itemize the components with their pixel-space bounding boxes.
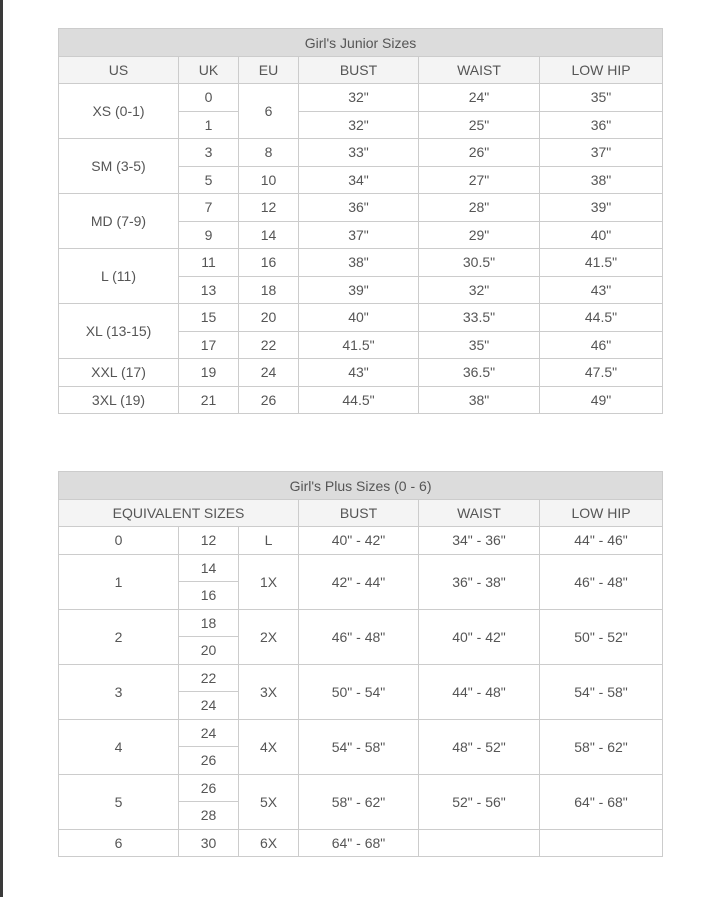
us-size-cell: MD (7-9) xyxy=(59,194,179,249)
numeric-size-cell: 26 xyxy=(179,747,239,775)
low-hip-cell: 46" - 48" xyxy=(540,554,663,609)
plus-header-row xyxy=(59,500,663,527)
eu-size-cell: 10 xyxy=(239,166,299,194)
waist-cell: 29" xyxy=(419,221,540,249)
low-hip-cell: 50" - 52" xyxy=(540,609,663,664)
uk-size-cell: 9 xyxy=(179,221,239,249)
junior-column-header: EU xyxy=(239,57,299,84)
bust-cell: 37" xyxy=(299,221,419,249)
low-hip-cell: 46" xyxy=(540,331,663,359)
bust-cell: 64" - 68" xyxy=(299,829,419,857)
waist-cell: 25" xyxy=(419,111,540,139)
low-hip-cell: 49" xyxy=(540,386,663,414)
us-size-cell: XL (13-15) xyxy=(59,304,179,359)
numeric-size-cell: 24 xyxy=(179,692,239,720)
letter-size-cell: L xyxy=(239,527,299,555)
letter-size-cell: 5X xyxy=(239,774,299,829)
table-row xyxy=(59,386,663,414)
equivalent-size-cell: 4 xyxy=(59,719,179,774)
plus-title-row xyxy=(59,472,663,500)
low-hip-cell: 47.5" xyxy=(540,359,663,387)
waist-cell: 52" - 56" xyxy=(419,774,540,829)
table-row xyxy=(59,194,663,222)
bust-cell: 54" - 58" xyxy=(299,719,419,774)
bust-cell: 32" xyxy=(299,84,419,112)
uk-size-cell: 0 xyxy=(179,84,239,112)
uk-size-cell: 13 xyxy=(179,276,239,304)
low-hip-cell: 36" xyxy=(540,111,663,139)
equivalent-size-cell: 2 xyxy=(59,609,179,664)
letter-size-cell: 1X xyxy=(239,554,299,609)
low-hip-cell: 58" - 62" xyxy=(540,719,663,774)
bust-cell: 58" - 62" xyxy=(299,774,419,829)
bust-cell: 41.5" xyxy=(299,331,419,359)
numeric-size-cell: 14 xyxy=(179,554,239,582)
equivalent-size-cell: 0 xyxy=(59,527,179,555)
waist-cell: 34" - 36" xyxy=(419,527,540,555)
eu-size-cell: 18 xyxy=(239,276,299,304)
uk-size-cell: 3 xyxy=(179,139,239,167)
low-hip-cell xyxy=(540,829,663,857)
junior-title-row xyxy=(59,29,663,57)
uk-size-cell: 21 xyxy=(179,386,239,414)
letter-size-cell: 6X xyxy=(239,829,299,857)
numeric-size-cell: 26 xyxy=(179,774,239,802)
table-row xyxy=(59,139,663,167)
bust-cell: 38" xyxy=(299,249,419,277)
us-size-cell: L (11) xyxy=(59,249,179,304)
eu-size-cell: 12 xyxy=(239,194,299,222)
eu-size-cell: 16 xyxy=(239,249,299,277)
eu-size-cell: 20 xyxy=(239,304,299,332)
low-hip-cell: 35" xyxy=(540,84,663,112)
table-row xyxy=(59,304,663,332)
numeric-size-cell: 20 xyxy=(179,637,239,665)
eu-size-cell: 8 xyxy=(239,139,299,167)
waist-cell: 38" xyxy=(419,386,540,414)
table-row xyxy=(59,719,663,747)
bust-cell: 34" xyxy=(299,166,419,194)
low-hip-cell: 44" - 46" xyxy=(540,527,663,555)
uk-size-cell: 1 xyxy=(179,111,239,139)
junior-column-header: US xyxy=(59,57,179,84)
eu-size-cell: 22 xyxy=(239,331,299,359)
waist-cell: 48" - 52" xyxy=(419,719,540,774)
letter-size-cell: 3X xyxy=(239,664,299,719)
low-hip-cell: 54" - 58" xyxy=(540,664,663,719)
table-row xyxy=(59,527,663,555)
waist-cell: 26" xyxy=(419,139,540,167)
bust-cell: 32" xyxy=(299,111,419,139)
waist-cell: 36" - 38" xyxy=(419,554,540,609)
junior-column-header: UK xyxy=(179,57,239,84)
plus-table-title: Girl's Plus Sizes (0 - 6) xyxy=(59,472,663,500)
table-row xyxy=(59,359,663,387)
uk-size-cell: 5 xyxy=(179,166,239,194)
low-hip-cell: 43" xyxy=(540,276,663,304)
numeric-size-cell: 18 xyxy=(179,609,239,637)
plus-column-header: BUST xyxy=(299,500,419,527)
eu-size-cell: 14 xyxy=(239,221,299,249)
bust-cell: 43" xyxy=(299,359,419,387)
us-size-cell: XXL (17) xyxy=(59,359,179,387)
numeric-size-cell: 24 xyxy=(179,719,239,747)
table-row xyxy=(59,84,663,112)
plus-column-header: EQUIVALENT SIZES xyxy=(59,500,299,527)
plus-column-header: LOW HIP xyxy=(540,500,663,527)
uk-size-cell: 11 xyxy=(179,249,239,277)
bust-cell: 46" - 48" xyxy=(299,609,419,664)
waist-cell: 27" xyxy=(419,166,540,194)
waist-cell: 24" xyxy=(419,84,540,112)
low-hip-cell: 37" xyxy=(540,139,663,167)
equivalent-size-cell: 5 xyxy=(59,774,179,829)
junior-column-header: LOW HIP xyxy=(540,57,663,84)
waist-cell: 40" - 42" xyxy=(419,609,540,664)
plus-size-table xyxy=(58,471,663,857)
low-hip-cell: 40" xyxy=(540,221,663,249)
letter-size-cell: 4X xyxy=(239,719,299,774)
waist-cell xyxy=(419,829,540,857)
low-hip-cell: 39" xyxy=(540,194,663,222)
waist-cell: 30.5" xyxy=(419,249,540,277)
low-hip-cell: 38" xyxy=(540,166,663,194)
junior-column-header: WAIST xyxy=(419,57,540,84)
us-size-cell: SM (3-5) xyxy=(59,139,179,194)
waist-cell: 32" xyxy=(419,276,540,304)
numeric-size-cell: 12 xyxy=(179,527,239,555)
us-size-cell: XS (0-1) xyxy=(59,84,179,139)
low-hip-cell: 41.5" xyxy=(540,249,663,277)
low-hip-cell: 64" - 68" xyxy=(540,774,663,829)
waist-cell: 36.5" xyxy=(419,359,540,387)
junior-column-header: BUST xyxy=(299,57,419,84)
bust-cell: 36" xyxy=(299,194,419,222)
table-row xyxy=(59,774,663,802)
table-row xyxy=(59,829,663,857)
numeric-size-cell: 30 xyxy=(179,829,239,857)
uk-size-cell: 7 xyxy=(179,194,239,222)
junior-table-title: Girl's Junior Sizes xyxy=(59,29,663,57)
waist-cell: 35" xyxy=(419,331,540,359)
bust-cell: 44.5" xyxy=(299,386,419,414)
numeric-size-cell: 16 xyxy=(179,582,239,610)
us-size-cell: 3XL (19) xyxy=(59,386,179,414)
letter-size-cell: 2X xyxy=(239,609,299,664)
eu-size-cell: 26 xyxy=(239,386,299,414)
eu-size-cell: 6 xyxy=(239,84,299,139)
uk-size-cell: 15 xyxy=(179,304,239,332)
table-row xyxy=(59,249,663,277)
uk-size-cell: 19 xyxy=(179,359,239,387)
equivalent-size-cell: 3 xyxy=(59,664,179,719)
numeric-size-cell: 28 xyxy=(179,802,239,830)
uk-size-cell: 17 xyxy=(179,331,239,359)
bust-cell: 50" - 54" xyxy=(299,664,419,719)
equivalent-size-cell: 1 xyxy=(59,554,179,609)
equivalent-size-cell: 6 xyxy=(59,829,179,857)
bust-cell: 33" xyxy=(299,139,419,167)
bust-cell: 42" - 44" xyxy=(299,554,419,609)
junior-header-row xyxy=(59,57,663,84)
low-hip-cell: 44.5" xyxy=(540,304,663,332)
waist-cell: 33.5" xyxy=(419,304,540,332)
left-edge-line xyxy=(0,0,3,897)
table-row xyxy=(59,554,663,582)
bust-cell: 40" xyxy=(299,304,419,332)
table-row xyxy=(59,664,663,692)
table-row xyxy=(59,609,663,637)
numeric-size-cell: 22 xyxy=(179,664,239,692)
eu-size-cell: 24 xyxy=(239,359,299,387)
waist-cell: 28" xyxy=(419,194,540,222)
waist-cell: 44" - 48" xyxy=(419,664,540,719)
plus-column-header: WAIST xyxy=(419,500,540,527)
bust-cell: 39" xyxy=(299,276,419,304)
junior-size-table xyxy=(58,28,663,414)
bust-cell: 40" - 42" xyxy=(299,527,419,555)
